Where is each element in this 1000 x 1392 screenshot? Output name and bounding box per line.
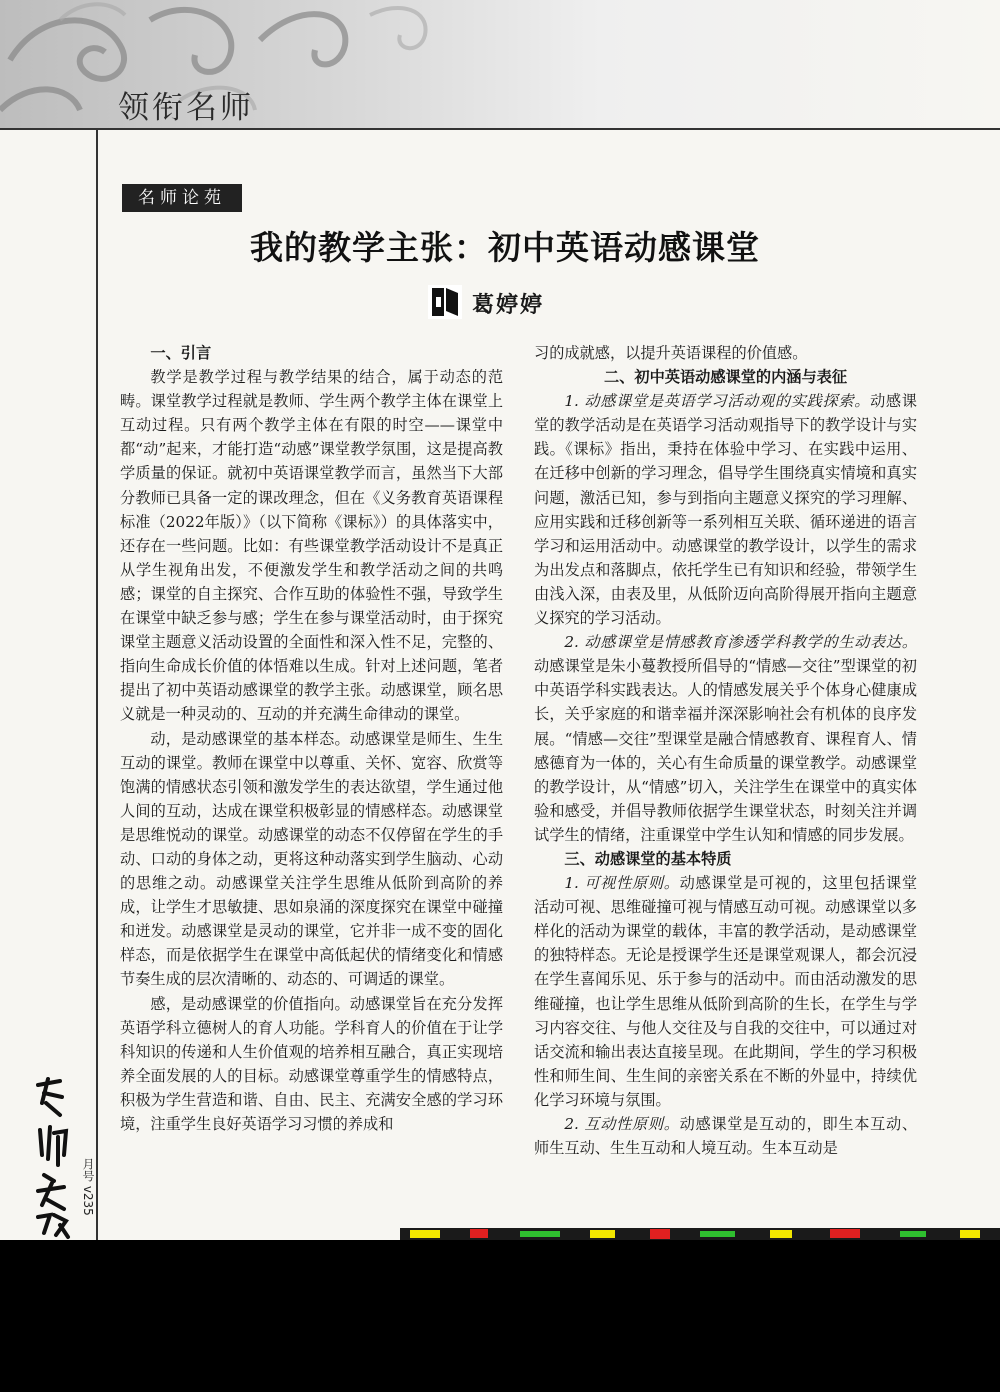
subsection-lead: 2. 互动性原则。 bbox=[564, 1115, 680, 1133]
paragraph bbox=[534, 389, 917, 630]
paragraph-body: 动感课堂的教学活动是在英语学习活动观指导下的教学设计与实践。《课标》指出，秉持在体验中学习、在实践中运用、在迁移中创新的学习理念，倡导学生围绕真实情境和真实问题，激活已知，参与到指向主题意义探究的学习理解、应用实践和迁移创新等一系列相互关联、循环递进的语言学习和运用活动中。动感课堂的教学设计，以学生的需求为出发点和落脚点，依托学生已有知识和经验，带领学生由浅入深，由表及里，从低阶迈向高阶得展开指向主题意义探究的学习活动。 bbox=[534, 392, 917, 628]
issue-number: 月号 v235 bbox=[81, 1158, 95, 1216]
paragraph: 教学是教学过程与教学结果的结合，属于动态的范畴。课堂教学过程就是教师、学生两个教学主体在课堂上互动过程。只有两个教学主体在有限的时空——课堂中都“动”起来，才能打造“动感”课堂教学氛围，这是提高教学质量的保证。就初中英语课堂教学而言，虽然当下大部分教师已具备一定的课改理念，但在《义务教育英语课程标准（2022年版）》（以下简称《课标》）的具体落实中，还存在一些问题。比如：有些课堂教学活动设计不是真正从学生视角出发，不便激发学生和教学活动之间的共鸣感；课堂的自主探究、合作互助的体验性不强，导致学生在课堂中缺乏参与感；学生在参与课堂活动时，由于探究课堂主题意义活动设置的全面性和深入性不足，完整的、指向生命成长价值的体悟难以生成。针对上述问题，笔者提出了初中英语动感课堂的教学主张。动感课堂，顾名思义就是一种灵动的、互动的并充满生命律动的课堂。 bbox=[120, 368, 503, 724]
right-text-column bbox=[534, 341, 917, 1160]
paragraph-body: 动感课堂是朱小蔓教授所倡导的“情感—交往”型课堂的初中英语学科实践表达。人的情感发展关乎个体身心健康成长，关乎家庭的和谐幸福并深深影响社会有机体的良序发展。“情感—交往”型课堂是融合情感教育、课程育人、情感德育为一体的，关心有生命质量的课堂教学。动感课堂的教学设计，从“情感”切入，关注学生在课堂中的真实体验和感受，并倡导教师依据学生课堂状态，时刻关注并调试学生的情绪，注重课堂中学生认知和情感的同步发展。 bbox=[534, 657, 917, 844]
calligraphy-logo bbox=[30, 1075, 74, 1240]
paragraph: 习的成就感，以提升英语课程的价值感。 bbox=[534, 344, 808, 362]
section-header: 领衔名师 bbox=[118, 90, 254, 126]
subsection-lead: 2. 动感课堂是情感教育渗透学科教学的生动表达。 bbox=[564, 633, 917, 652]
column-tag: 名师论苑 bbox=[122, 184, 242, 212]
section-heading-intro: 一、引言 bbox=[150, 344, 212, 362]
author-name: 葛婷婷 bbox=[472, 292, 545, 318]
section-heading-connotation: 二、初中英语动感课堂的内涵与表征 bbox=[604, 368, 847, 387]
subsection-lead: 1. 可视性原则。 bbox=[564, 874, 680, 893]
article-title: 我的教学主张：初中英语动感课堂 bbox=[250, 228, 760, 267]
paragraph-body: 动感课堂是互动的，即生本互动、师生互动、生生互动和人境互动。生本互动是 bbox=[534, 1115, 918, 1158]
journal-logo-icon bbox=[428, 285, 462, 319]
header-divider bbox=[0, 128, 1000, 130]
section-heading-traits: 三、动感课堂的基本特质 bbox=[564, 849, 732, 868]
paragraph bbox=[534, 630, 917, 847]
paragraph-body: 动感课堂是可视的，这里包括课堂活动可视、思维碰撞可视与情感互动可视。动感课堂以多样化的活动为课堂的载体，丰富的教学活动，是动感课堂的独特样态。无论是授课学生还是课堂观课人，都会沉浸在学生喜闻乐见、乐于参与的活动中。而由活动激发的思维碰撞，也让学生思维从低阶到高阶的生长，在学生与学习内容交往、与他人交往及与自我的交往中，可以通过对话交流和输出表达直接呈现。在此期间，学生的学习积极性和师生间、生生间的亲密关系在不断的外显中，持续优化学习环境与氛围。 bbox=[534, 874, 918, 1109]
paragraph bbox=[534, 871, 917, 1112]
scan-artifact bbox=[400, 1228, 1000, 1240]
paragraph: 动，是动感课堂的基本样态。动感课堂是师生、生生互动的课堂。教师在课堂中以尊重、关怀、宽容、欣赏等饱满的情感状态引领和激发学生的表达欲望，学生通过他人间的互动，达成在课堂积极彰显的情感样态。动感课堂是思维悦动的课堂。动感课堂的动态不仅停留在学生的手动、口动的身体之动，更将这种动落实到学生脑动、心动的思维之动。动感课堂关注学生思维从低阶到高阶的养成，让学生才思敏捷、思如泉涌的深度探究在课堂中碰撞和迸发。动感课堂是灵动的课堂，它并非一成不变的固化样态，而是依据学生在课堂中高低起伏的情绪变化和情感节奏生成的层次清晰的、动态的、可调适的课堂。 bbox=[120, 729, 503, 989]
subsection-lead: 1. 动感课堂是英语学习活动观的实践探索。 bbox=[564, 392, 871, 411]
paragraph: 感，是动感课堂的价值指向。动感课堂旨在充分发挥英语学科立德树人的育人功能。学科育人的价值在于让学科知识的传递和人生价值观的培养相互融合，真正实现培养全面发展的人的目标。动感课堂尊重学生的情感特点，积极为学生营造和谐、自由、民主、充满安全感的学习环境，注重学生良好英语学习习惯的养成和 bbox=[120, 994, 503, 1133]
paragraph bbox=[534, 1112, 917, 1160]
left-margin-rule bbox=[96, 128, 98, 1240]
left-text-column bbox=[120, 341, 503, 1136]
